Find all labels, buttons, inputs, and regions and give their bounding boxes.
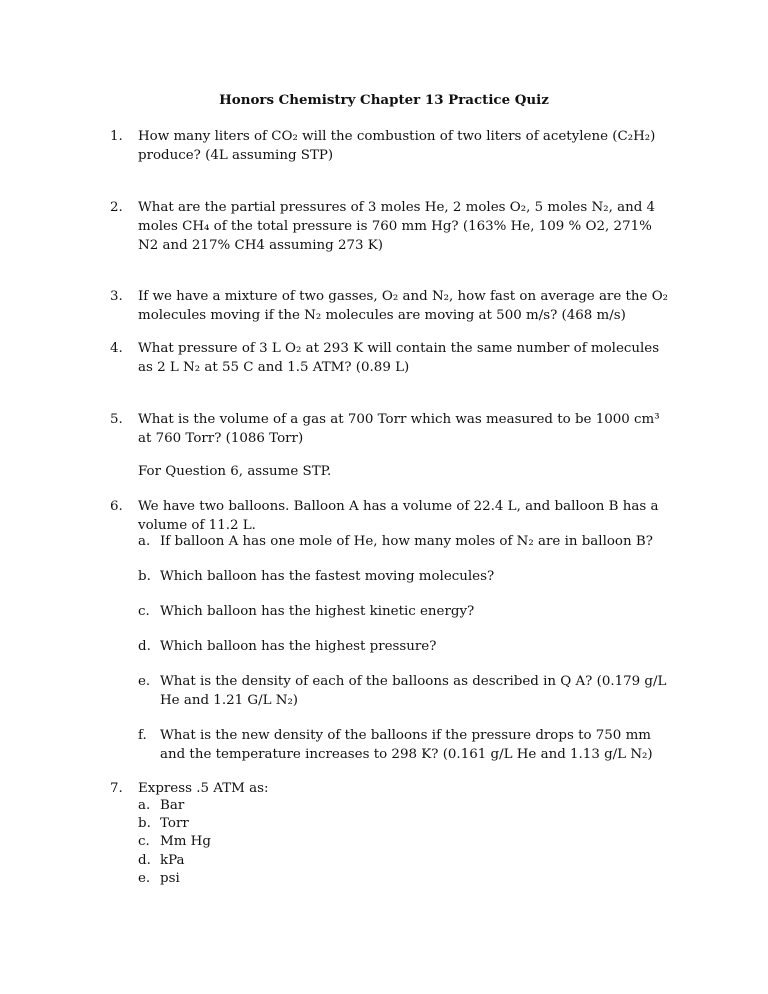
question-number: 3.	[110, 289, 123, 304]
question-text: What pressure of 3 L O₂ at 293 K will contain the same number of molecules as 2 L N₂ at 55 C and 1.5 ATM? (0.89 L)	[138, 341, 660, 375]
sub-letter: e.	[138, 674, 151, 689]
question-text: Express .5 ATM as:	[138, 781, 269, 796]
sub-letter: b.	[138, 816, 151, 832]
question-number: 1.	[110, 129, 123, 144]
list-item	[138, 852, 211, 870]
question-text: We have two balloons. Balloon A has a volume of 22.4 L, and balloon B has a volume of 11.2 L.	[138, 499, 659, 533]
question-text: What is the volume of a gas at 700 Torr which was measured to be 1000 cm³ at 760 Torr? (1086 Torr)	[138, 412, 660, 446]
list-item	[138, 797, 211, 815]
sub-text: What is the density of each of the balloons as described in Q A? (0.179 g/L He and 1.21 G/L N₂)	[160, 674, 667, 708]
sub-letter: d.	[138, 639, 151, 654]
question-number: 2.	[110, 200, 123, 215]
sub-letter: a.	[138, 534, 151, 549]
question-text: What are the partial pressures of 3 moles He, 2 moles O₂, 5 moles N₂, and 4 moles CH₄ of the total pressure is 760 mm Hg? (163% He, 109 % O2, 271% N2 and 217% CH4 assuming 273 K)	[138, 200, 656, 253]
question-2	[110, 198, 670, 255]
question-6c	[138, 602, 668, 621]
question-6e	[138, 672, 668, 710]
question-text: How many liters of CO₂ will the combustion of two liters of acetylene (C₂H₂) produce? (4L assuming STP)	[138, 129, 656, 163]
page-title: Honors Chemistry Chapter 13 Practice Quiz	[219, 92, 549, 108]
question-7-options	[138, 797, 211, 888]
sub-letter: c.	[138, 834, 150, 850]
sub-text: Which balloon has the highest pressure?	[160, 639, 437, 654]
question-3	[110, 287, 670, 325]
sub-text: Which balloon has the highest kinetic energy?	[160, 604, 475, 619]
question-6	[110, 497, 670, 535]
question-number: 5.	[110, 412, 123, 427]
question-number: 7.	[110, 781, 123, 796]
sub-letter: d.	[138, 852, 151, 868]
question-1	[110, 127, 670, 165]
sub-text: Mm Hg	[160, 834, 211, 850]
question-text: If we have a mixture of two gasses, O₂ and N₂, how fast on average are the O₂ molecules moving if the N₂ molecules are moving at 500 m/s? (468 m/s)	[138, 289, 669, 323]
sub-text: If balloon A has one mole of He, how many moles of N₂ are in balloon B?	[160, 534, 653, 549]
sub-text: kPa	[160, 852, 185, 868]
question-7	[110, 779, 670, 798]
instruction-note: For Question 6, assume STP.	[138, 464, 332, 479]
question-number: 4.	[110, 341, 123, 356]
sub-letter: f.	[138, 728, 147, 743]
sub-letter: a.	[138, 798, 151, 813]
list-item	[138, 870, 211, 888]
sub-letter: c.	[138, 604, 150, 619]
question-5	[110, 410, 670, 448]
question-4	[110, 339, 670, 377]
sub-text: Which balloon has the fastest moving molecules?	[160, 569, 495, 584]
question-6b	[138, 567, 668, 586]
sub-letter: b.	[138, 569, 151, 584]
question-6d	[138, 637, 668, 656]
list-item	[138, 833, 211, 851]
question-6f	[138, 726, 668, 764]
sub-text: Bar	[160, 798, 185, 813]
question-number: 6.	[110, 499, 123, 514]
sub-text: psi	[160, 870, 180, 886]
sub-text: Torr	[160, 816, 189, 832]
list-item	[138, 815, 211, 833]
sub-text: What is the new density of the balloons if the pressure drops to 750 mm and the temperature increases to 298 K? (0.161 g/L He and 1.13 g/L N₂)	[160, 728, 653, 762]
question-6a	[138, 532, 668, 551]
sub-letter: e.	[138, 870, 151, 886]
